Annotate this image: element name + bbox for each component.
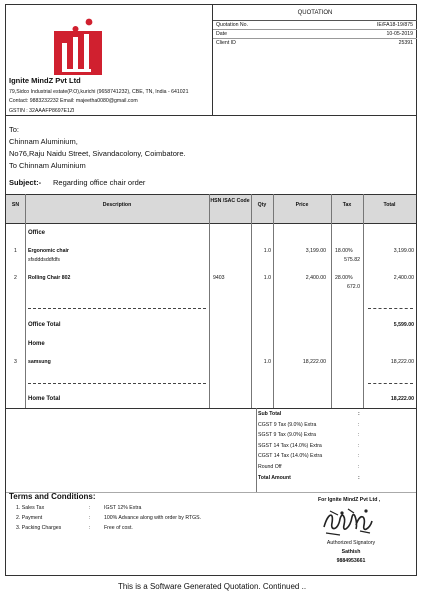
quotation-row — [213, 21, 417, 30]
company-name: Ignite MindZ Pvt Ltd — [9, 76, 81, 85]
row-sn: 2 — [14, 275, 17, 281]
recipient-address: No76,Raju Naidu Street, Sivandacolony, Coimbatore. — [9, 149, 186, 158]
col-description: Description — [102, 202, 132, 208]
row-total: 2,400.00 — [393, 275, 414, 281]
col-tax: Tax — [342, 202, 352, 208]
subject-label: Subject:- — [9, 178, 42, 187]
col-total: Total — [383, 202, 396, 208]
signature-for: For Ignite MindZ Pvt Ltd , — [318, 497, 381, 503]
section-total-value: 18,222.00 — [390, 396, 414, 402]
company-logo — [53, 17, 103, 75]
row-price: 3,199.00 — [305, 248, 326, 254]
row-price: 18,222.00 — [302, 359, 326, 365]
recipient-attn: To Chinnam Aluminium — [9, 161, 86, 170]
separator-line — [368, 308, 413, 309]
row-description: Ergonomic chair — [28, 248, 69, 254]
summary-row: SGST 14 Tax (14.0%) Extra : — [258, 442, 360, 449]
separator-line — [28, 308, 206, 309]
signature-image — [320, 505, 376, 537]
separator-line — [28, 383, 206, 384]
row-sub-description: sfsdddsddfdfs — [28, 257, 61, 263]
row-qty: 1.0 — [263, 359, 271, 365]
recipient-name: Chinnam Aluminium, — [9, 137, 78, 146]
terms-item: 2. Payment : 100% Advance along with order by RTGS. — [16, 515, 202, 521]
section-title: Office — [28, 230, 46, 236]
section-total-label: Office Total — [28, 322, 61, 328]
client-id-value: 25391 — [398, 40, 413, 46]
row-tax-amount: 672.0 — [347, 284, 360, 290]
quotation-page — [5, 4, 417, 576]
col-qty: Qty — [257, 202, 267, 208]
footer-note: This is a Software Generated Quotation. Continued .. — [117, 582, 307, 591]
row-tax: 18.00% — [335, 248, 353, 254]
authorized-signatory: Authorized Signatory — [326, 540, 376, 546]
row-sn: 3 — [14, 359, 17, 365]
row-hsn: 9403 — [213, 275, 225, 281]
quotation-info — [213, 21, 417, 47]
terms-item: 1. Sales Tax : IGST 12% Extra — [16, 505, 142, 511]
row-tax-amount: 575.82 — [344, 257, 360, 263]
section-title: Home — [28, 341, 45, 347]
separator-line — [368, 383, 413, 384]
summary-row: SGST 9 Tax (9.0%) Extra : — [258, 432, 360, 439]
row-sn: 1 — [14, 248, 17, 254]
col-sn: SN — [11, 202, 20, 208]
row-description: Rolling Chair 802 — [28, 275, 71, 281]
date-value: 10-05-2019 — [386, 31, 413, 37]
section-total-label: Home Total — [28, 396, 61, 402]
row-qty: 1.0 — [263, 248, 271, 254]
row-tax: 28.00% — [335, 275, 353, 281]
terms-item: 3. Packing Charges : Free of cost. — [16, 525, 133, 531]
company-address: 79,Sidco Industrial estate(P.O),kurichi (9658741232), CBE, TN, India - 641021 — [9, 89, 189, 95]
summary-row: CGST 9 Tax (9.0%) Extra : — [258, 421, 360, 428]
summary-row: Sub Total : — [258, 411, 360, 417]
row-price: 2,400.00 — [305, 275, 326, 281]
quotation-no-label: Quotation No. — [216, 22, 249, 28]
row-total: 18,222.00 — [390, 359, 414, 365]
col-hsn: HSN /SAC Code — [210, 198, 250, 204]
terms-list — [16, 505, 256, 535]
to-label: To: — [9, 125, 20, 134]
summary-block — [258, 411, 414, 485]
signatory-phone: 9884953661 — [336, 558, 366, 564]
company-contact: Contact: 9883232232 Email: majeetha0080@gmail.com — [9, 98, 138, 104]
quotation-title: QUOTATION — [297, 10, 333, 16]
section-total-value: 5,599.00 — [393, 322, 414, 328]
client-id-label: Client ID — [216, 40, 236, 46]
col-price: Price — [295, 202, 309, 208]
row-qty: 1.0 — [263, 275, 271, 281]
terms-title: Terms and Conditions: — [9, 492, 96, 501]
quotation-row — [213, 30, 417, 39]
quotation-row — [213, 39, 417, 47]
row-total: 3,199.00 — [393, 248, 414, 254]
subject-text: Regarding office chair order — [53, 178, 146, 187]
signatory-name: Sathish — [341, 549, 361, 555]
summary-row: CGST 14 Tax (14.0%) Extra : — [258, 453, 360, 460]
summary-row: Total Amount : — [258, 474, 360, 481]
company-gstin: GSTIN : 32AAAFP8697E1ZI — [9, 108, 75, 114]
summary-row: Round Off : — [258, 463, 360, 470]
quotation-no-value: IE/FA18-19/875 — [376, 22, 413, 28]
row-description: samsung — [28, 359, 51, 365]
date-label: Date — [216, 31, 227, 37]
